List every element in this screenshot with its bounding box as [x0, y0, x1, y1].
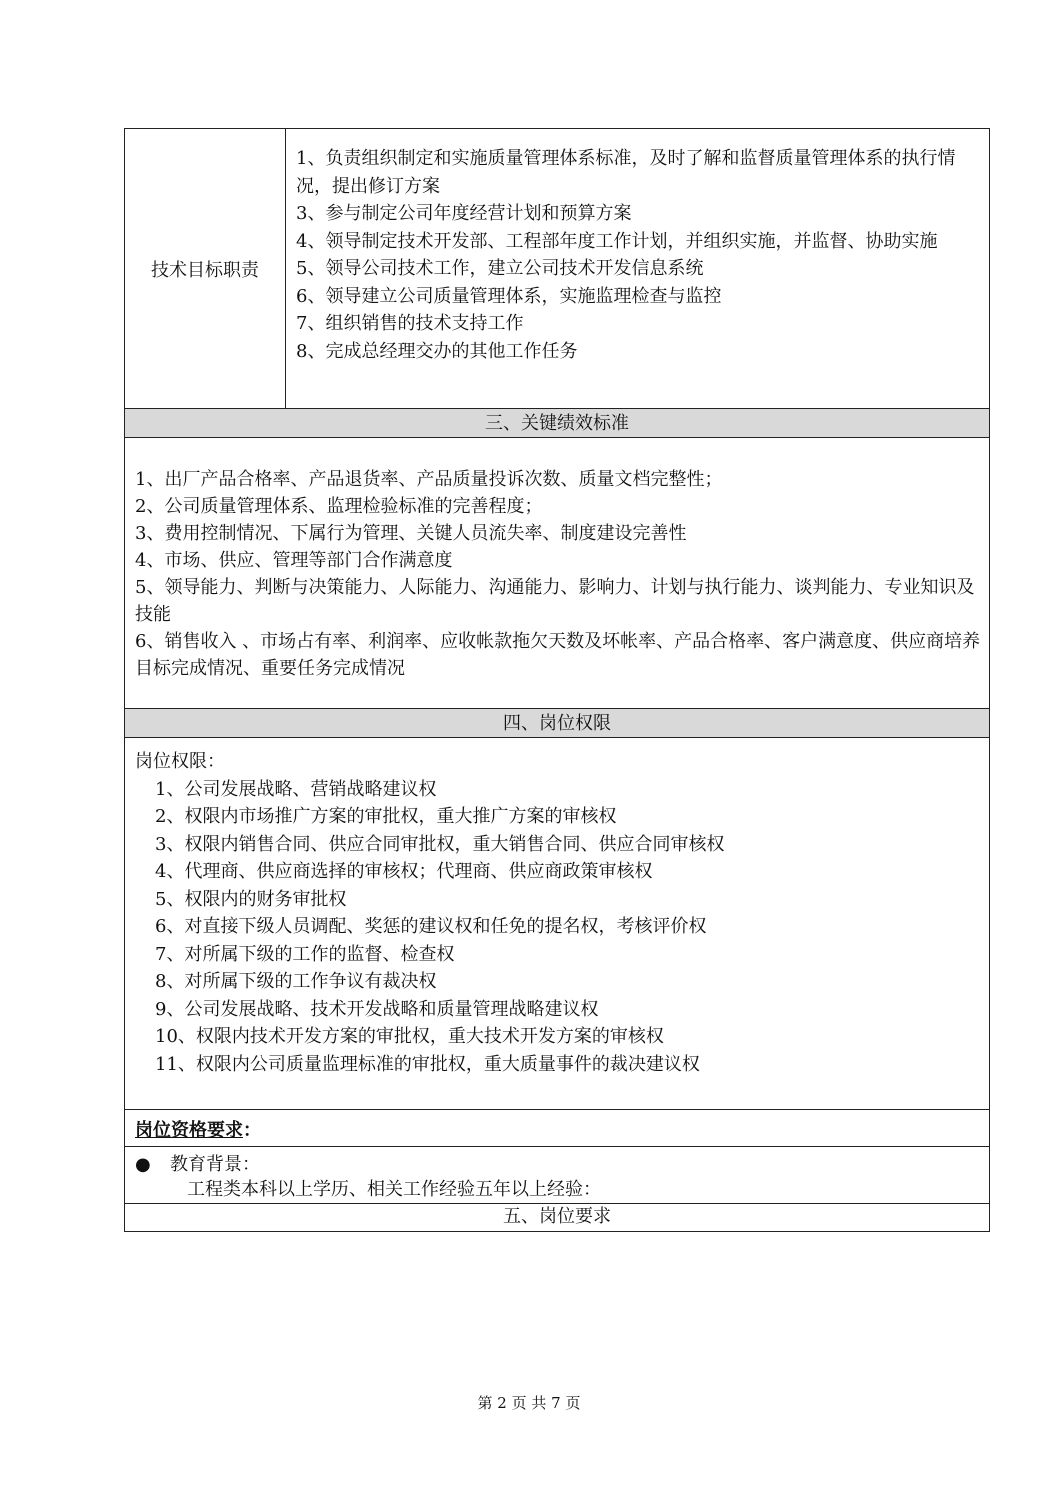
authority-item: 5、权限内的财务审批权	[155, 888, 347, 910]
kpi-header: 三、关键绩效标准	[125, 409, 989, 438]
authority-item: 11、权限内公司质量监理标准的审批权，重大质量事件的裁决建议权	[155, 1053, 700, 1075]
authority-item: 8、对所属下级的工作争议有裁决权	[155, 971, 437, 992]
duty-item: 1、负责组织制定和实施质量管理体系标准，及时了解和监督质量管理体系的执行情况，提出修订方案	[296, 148, 956, 197]
kpi-item: 1、出厂产品合格率、产品退货率、产品质量投诉次数、质量文档完整性；	[135, 469, 723, 490]
job-description-table	[124, 128, 990, 1232]
duty-item: 3、参与制定公司年度经营计划和预算方案	[296, 203, 632, 224]
authority-item: 1、公司发展战略、营销战略建议权	[155, 778, 437, 800]
duty-item: 4、领导制定技术开发部、工程部年度工作计划，并组织实施，并监督、协助实施	[296, 230, 938, 252]
qualification-title: 岗位资格要求	[135, 1120, 243, 1141]
duties-row	[125, 129, 989, 409]
kpi-item: 5、领导能力、判断与决策能力、人际能力、沟通能力、影响力、计划与执行能力、谈判能力、专业知识及技能	[135, 577, 975, 625]
duties-label: 技术目标职责	[125, 129, 286, 408]
authority-item: 10、权限内技术开发方案的审批权，重大技术开发方案的审核权	[155, 1026, 664, 1047]
education-label: 教育背景：	[170, 1154, 260, 1175]
duty-item: 5、领导公司技术工作，建立公司技术开发信息系统	[296, 258, 704, 279]
kpi-content	[125, 438, 989, 709]
authority-item: 9、公司发展战略、技术开发战略和质量管理战略建议权	[155, 998, 599, 1020]
kpi-item: 3、费用控制情况、下属行为管理、关键人员流失率、制度建设完善性	[135, 523, 687, 544]
duty-item: 6、领导建立公司质量管理体系，实施监理检查与监控	[296, 285, 722, 307]
authority-item: 2、权限内市场推广方案的审批权，重大推广方案的审核权	[155, 806, 617, 827]
authority-item: 7、对所属下级的工作的监督、检查权	[155, 943, 455, 965]
authority-item: 4、代理商、供应商选择的审核权；代理商、供应商政策审核权	[155, 861, 653, 882]
duties-content	[286, 129, 989, 408]
authority-item: 6、对直接下级人员调配、奖惩的建议权和任免的提名权，考核评价权	[155, 916, 707, 937]
kpi-item: 4、市场、供应、管理等部门合作满意度	[135, 550, 453, 571]
education-row	[125, 1147, 989, 1204]
authority-content	[125, 738, 989, 1110]
education-detail: 工程类本科以上学历、相关工作经验五年以上经验：	[187, 1179, 601, 1200]
authority-header: 四、岗位权限	[125, 709, 989, 738]
requirements-header: 五、岗位要求	[503, 1206, 611, 1227]
duty-item: 8、完成总经理交办的其他工作任务	[296, 340, 578, 362]
qualification-colon: ：	[243, 1120, 261, 1141]
kpi-item: 6、销售收入 、市场占有率、利润率、应收帐款拖欠天数及坏帐率、产品合格率、客户满意度、供应商培养目标完成情况、重要任务完成情况	[135, 631, 981, 679]
qualification-title-row	[125, 1110, 989, 1147]
duty-item: 7、组织销售的技术支持工作	[296, 313, 524, 334]
authority-item: 3、权限内销售合同、供应合同审批权，重大销售合同、供应合同审核权	[155, 833, 725, 855]
authority-intro: 岗位权限：	[135, 751, 225, 772]
page-footer: 第 2 页 共 7 页	[477, 1394, 581, 1412]
bullet-icon: ●	[135, 1154, 151, 1175]
kpi-item: 2、公司质量管理体系、监理检验标准的完善程度；	[135, 496, 543, 517]
